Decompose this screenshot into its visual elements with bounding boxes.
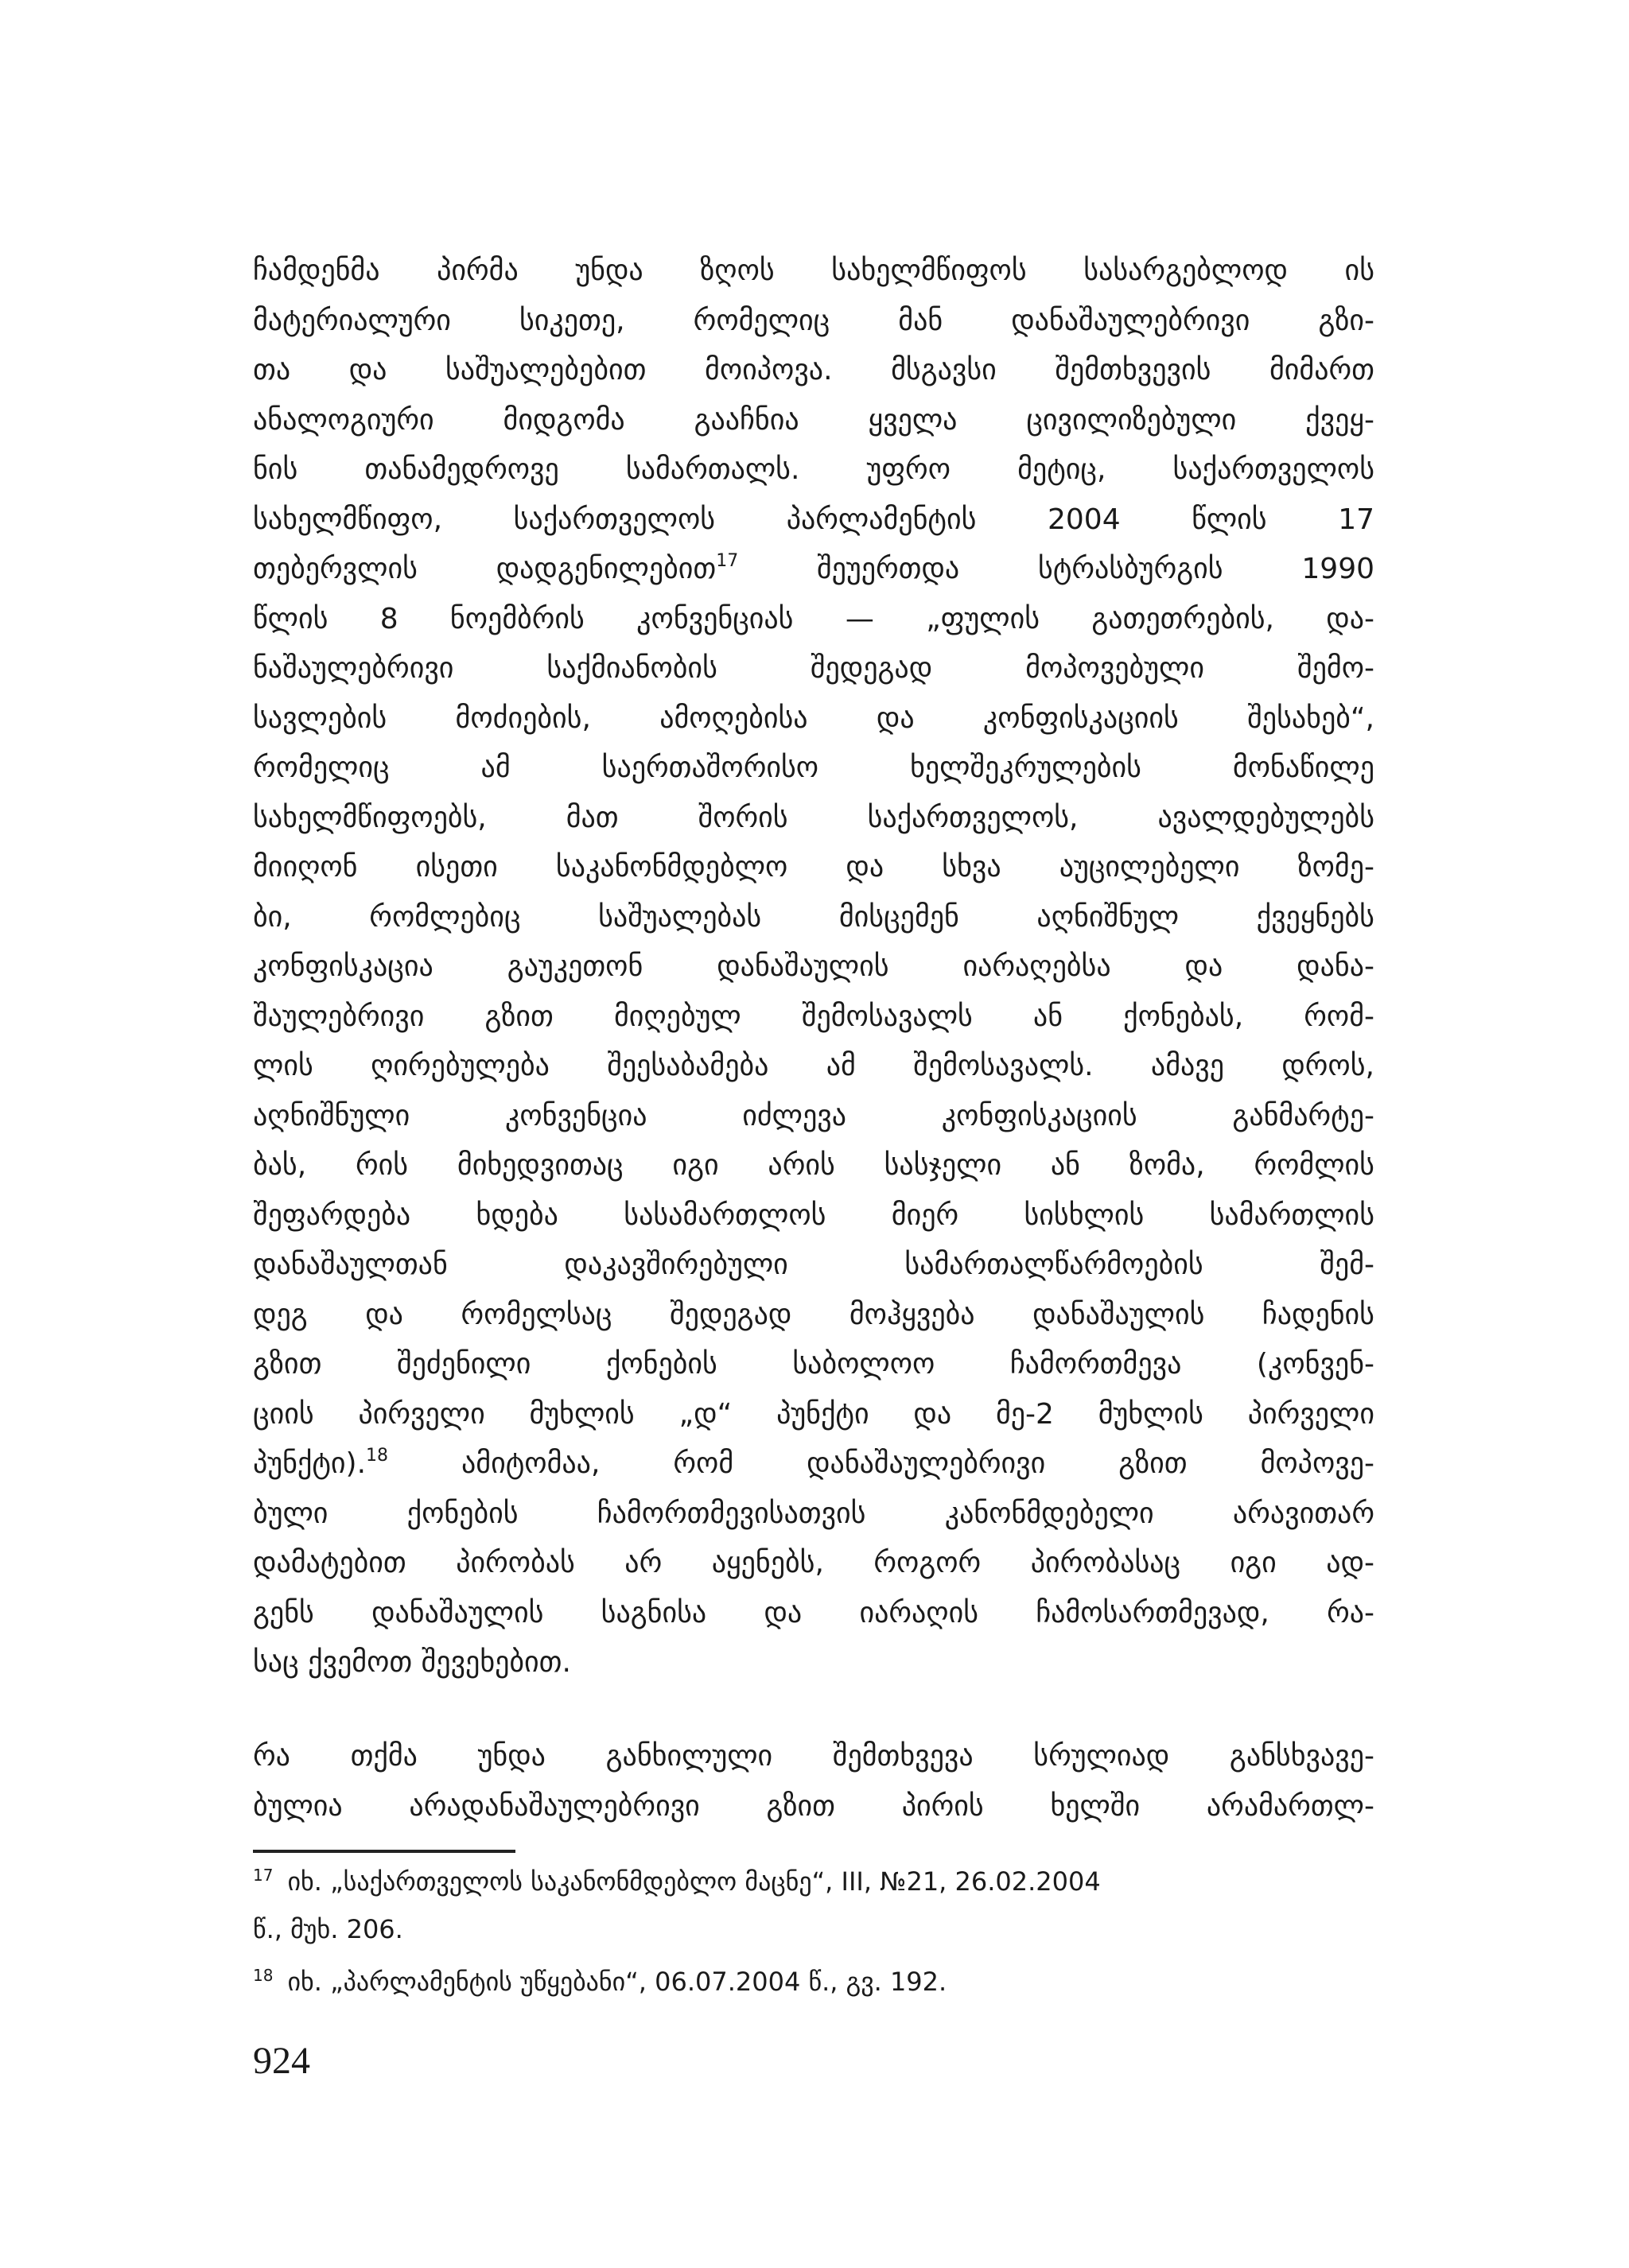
footnote-text: იხ. „საქართველოს საკანონმდებლო მაცნე“, III, №21, 26.02.2004 — [287, 1866, 1101, 1897]
footnote-divider — [253, 1850, 515, 1853]
body-paragraph-2 — [253, 1732, 1374, 1831]
footnote-line: წ., მუხ. 206. — [253, 1914, 403, 1944]
footnote-18 — [253, 1959, 1374, 2007]
text-line: მატერიალური სიკეთე, რომელიც მან დანაშაულებრივი გზი- — [253, 304, 1374, 337]
text-line: ნის თანამედროვე სამართალს. უფრო მეტიც, საქართველოს — [253, 453, 1374, 486]
text-line: რომელიც ამ საერთაშორისო ხელშეკრულების მონაწილე — [253, 751, 1374, 784]
text-line: ბი, რომლებიც საშუალებას მისცემენ აღნიშნულ ქვეყნებს — [253, 900, 1374, 934]
text-segment: პუნქტი). — [253, 1447, 367, 1480]
text-line — [253, 545, 1374, 595]
text-line: მიიღონ ისეთი საკანონმდებლო და სხვა აუცილებელი ზომე- — [253, 851, 1374, 884]
text-line: წლის 8 ნოემბრის კონვენციას — „ფულის გათეთრების, და- — [253, 602, 1374, 635]
text-line: დანაშაულთან დაკავშირებული სამართალწარმოების შემ- — [253, 1249, 1374, 1281]
text-line: სახელმწიფო, საქართველოს პარლამენტის 2004 წლის 17 — [253, 503, 1374, 536]
text-line: რა თქმა უნდა განხილული შემთხვევა სრულიად განსხვავე- — [253, 1740, 1374, 1773]
footnote-17 — [253, 1859, 1374, 1951]
text-line: სახელმწიფოებს, მათ შორის საქართველოს, ავალდებულებს — [253, 801, 1374, 834]
text-line: გენს დანაშაულის საგნისა და იარაღის ჩამოსართმევად, რა- — [253, 1596, 1374, 1629]
text-line: თა და საშუალებებით მოიპოვა. მსგავსი შემთხვევის მიმართ — [253, 354, 1374, 386]
text-line: აღნიშნული კონვენცია იძლევა კონფისკაციის განმარტე- — [253, 1099, 1374, 1132]
footnote-mark: 18 — [253, 1966, 274, 1985]
footnote-line — [253, 1959, 1374, 2007]
text-line: სავლების მოძიების, ამოღებისა და კონფისკაციის შესახებ“, — [253, 701, 1374, 735]
footnote-mark: 17 — [253, 1866, 274, 1885]
text-segment: თებერვლის დადგენილებით — [253, 553, 717, 585]
text-line: ბული ქონების ჩამორთმევისათვის კანონმდებელი არავითარ — [253, 1497, 1374, 1530]
text-line: ანალოგიური მიდგომა გააჩნია ყველა ცივილიზებული ქვეყ- — [253, 403, 1374, 437]
text-line: გზით შეძენილი ქონების საბოლოო ჩამორთმევა (კონვენ- — [253, 1348, 1374, 1381]
text-line: დეგ და რომელსაც შედეგად მოჰყვება დანაშაულის ჩადენის — [253, 1298, 1374, 1331]
text-line: ციის პირველი მუხლის „დ“ პუნქტი და მე-2 მუხლის პირველი — [253, 1397, 1374, 1431]
footnote-ref-17[interactable]: 17 — [716, 551, 739, 571]
text-line: ბას, რის მიხედვითაც იგი არის სასჯელი ან ზომა, რომლის — [253, 1149, 1374, 1182]
text-line: ლის ღირებულება შეესაბამება ამ შემოსავალს. ამავე დროს, — [253, 1050, 1374, 1082]
text-segment: შეუერთდა სტრასბურგის 1990 — [738, 553, 1374, 585]
text-line — [253, 1439, 1374, 1489]
text-line: დამატებით პირობას არ აყენებს, როგორ პირობასაც იგი ად- — [253, 1547, 1374, 1579]
text-segment: ამიტომაა, რომ დანაშაულებრივი გზით მოპოვე- — [388, 1447, 1374, 1480]
text-line: შეფარდება ხდება სასამართლოს მიერ სისხლის სამართლის — [253, 1198, 1374, 1232]
text-line: კონფისკაცია გაუკეთონ დანაშაულის იარაღებსა და დანა- — [253, 950, 1374, 983]
text-line: შაულებრივი გზით მიღებულ შემოსავალს ან ქონებას, რომ- — [253, 1000, 1374, 1033]
text-line: ნაშაულებრივი საქმიანობის შედეგად მოპოვებული შემო- — [253, 652, 1374, 685]
body-paragraph-1 — [253, 247, 1374, 1688]
footnote-ref-18[interactable]: 18 — [366, 1446, 389, 1466]
footnote-line — [253, 1859, 1374, 1907]
text-line: ბულია არადანაშაულებრივი გზით პირის ხელში არამართლ- — [253, 1789, 1374, 1823]
footnote-text: იხ. „პარლამენტის უწყებანი“, 06.07.2004 წ., გვ. 192. — [287, 1967, 947, 1997]
text-line: საც ქვემოთ შევეხებით. — [253, 1646, 571, 1679]
page-number: 924 — [253, 2040, 310, 2082]
text-line: ჩამდენმა პირმა უნდა ზღოს სახელმწიფოს სასარგებლოდ ის — [253, 254, 1374, 287]
